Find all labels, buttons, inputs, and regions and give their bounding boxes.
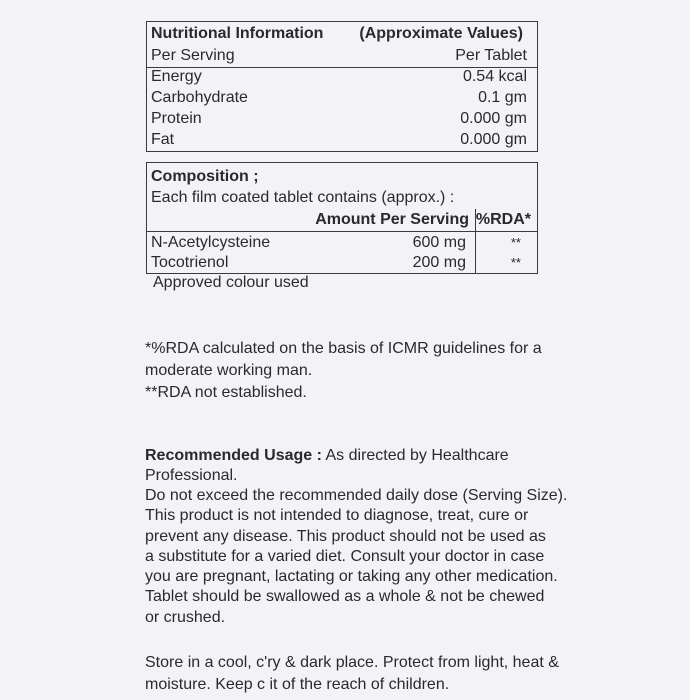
ingredient-amount: 600 mg <box>412 234 466 251</box>
nutrition-header-row <box>147 23 537 44</box>
composition-table <box>146 162 538 274</box>
ingredient-amount: 200 mg <box>412 254 466 271</box>
ingredient-rda: ** <box>510 255 521 270</box>
ingredient-rda: ** <box>510 235 521 250</box>
nutrient-value: 0.54 kcal <box>462 68 527 85</box>
composition-title: Composition ; <box>151 168 259 185</box>
nutrient-value: 0.000 gm <box>460 110 527 127</box>
nutrient-name: Fat <box>151 131 175 148</box>
nutrient-value: 0.1 gm <box>478 89 527 106</box>
composition-subtitle: Each film coated tablet contains (approx.) : <box>151 189 455 206</box>
nutrition-row <box>147 66 537 87</box>
nutrient-value: 0.000 gm <box>460 131 527 148</box>
footnote-line: moderate working man. <box>145 362 313 379</box>
nutrition-serving-row <box>147 45 537 66</box>
nutrition-table <box>146 21 538 152</box>
usage-line: a substitute for a varied diet. Consult your doctor in case <box>145 548 545 565</box>
nutrition-row <box>147 87 537 108</box>
per-serving-label: Per Serving <box>151 47 235 64</box>
usage-line: Do not exceed the recommended daily dose (Serving Size). <box>145 487 568 504</box>
ingredient-row <box>147 252 537 273</box>
composition-title-row <box>147 166 537 187</box>
usage-line: prevent any disease. This product should not be used as <box>145 528 546 545</box>
storage-line: moisture. Keep c it of the reach of children. <box>145 676 450 693</box>
usage-first-text: As directed by Healthcare <box>321 447 509 464</box>
nutrient-name: Energy <box>151 68 202 85</box>
footnote-line: **RDA not established. <box>145 384 307 401</box>
storage-line: Store in a cool, c'ry & dark place. Protect from light, heat & <box>145 654 559 671</box>
nutrient-name: Protein <box>151 110 202 127</box>
amount-column-header: Amount Per Serving <box>315 211 469 228</box>
per-tablet-label: Per Tablet <box>455 47 527 64</box>
usage-line: you are pregnant, lactating or taking any other medication. <box>145 568 558 585</box>
usage-line: Tablet should be swallowed as a whole & not be chewed <box>145 588 545 605</box>
composition-header-row <box>147 209 537 230</box>
nutrition-row <box>147 129 537 150</box>
nutrition-approx: (Approximate Values) <box>359 25 523 42</box>
usage-line: or crushed. <box>145 609 226 626</box>
usage-heading: Recommended Usage : <box>145 447 322 464</box>
usage-line: This product is not intended to diagnose, treat, cure or <box>145 507 529 524</box>
nutrient-name: Carbohydrate <box>151 89 248 106</box>
footnote-line: *%RDA calculated on the basis of ICMR guidelines for a <box>145 340 542 357</box>
ingredient-name: Tocotrienol <box>151 254 229 271</box>
colour-note: Approved colour used <box>153 274 309 291</box>
nutrition-title: Nutritional Information <box>151 25 324 42</box>
ingredient-name: N-Acetylcysteine <box>151 234 271 251</box>
rda-column-header: %RDA* <box>475 211 531 228</box>
usage-first-line <box>145 446 509 467</box>
usage-line: Professional. <box>145 467 238 484</box>
composition-subtitle-row <box>147 187 537 208</box>
nutrition-row <box>147 108 537 129</box>
ingredient-row <box>147 232 537 253</box>
